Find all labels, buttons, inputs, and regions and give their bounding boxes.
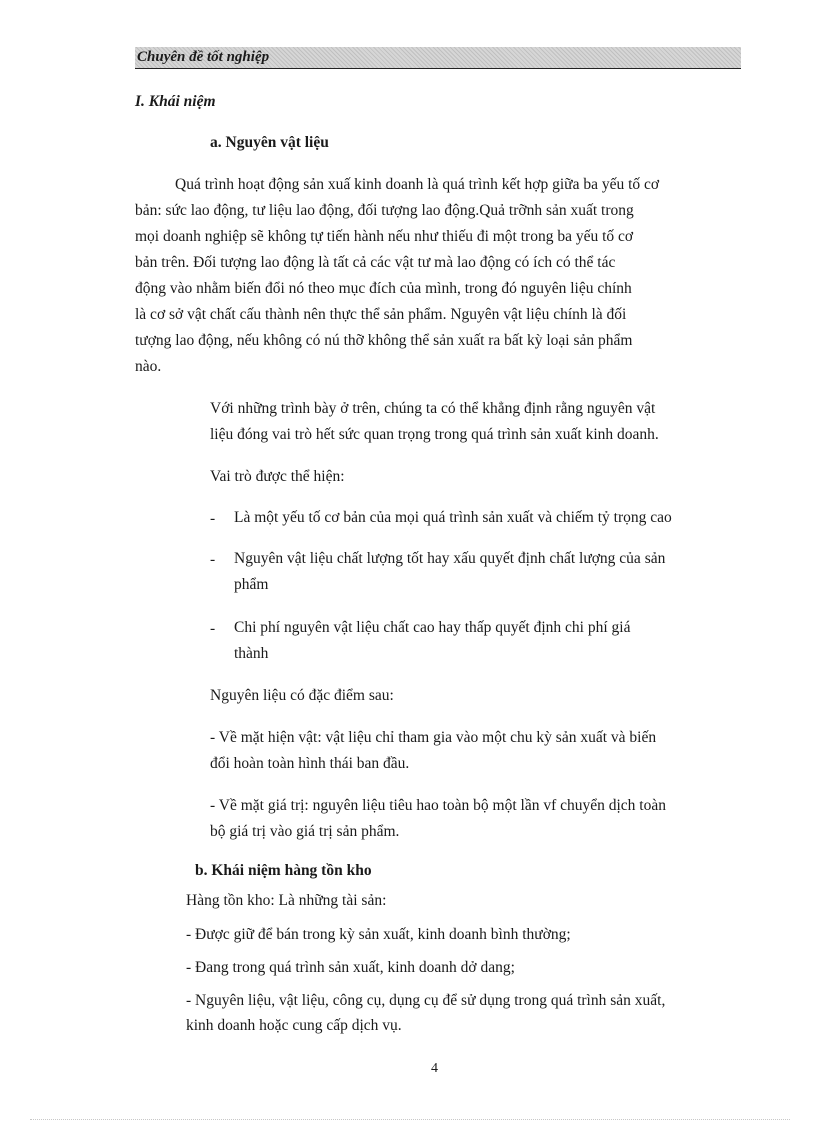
text-line: - Đang trong quá trình sản xuất, kinh doanh dở dang;: [186, 959, 515, 976]
text-line: là cơ sở vật chất cấu thành nên thực thể sản phẩm. Nguyên vật liệu chính là đối: [135, 306, 627, 323]
text-line: Với những trình bày ở trên, chúng ta có thể khẳng định rằng nguyên vật: [210, 400, 656, 417]
text-line: bản trên. Đối tượng lao động là tất cả các vật tư mà lao động có ích có thể tác: [135, 254, 616, 271]
text-line: kinh doanh hoặc cung cấp dịch vụ.: [186, 1017, 402, 1034]
list-item: Là một yếu tố cơ bản của mọi quá trình sản xuất và chiếm tỷ trọng cao: [234, 509, 672, 526]
list-item: Nguyên vật liệu chất lượng tốt hay xấu quyết định chất lượng của sản: [234, 550, 666, 567]
text-line: động vào nhằm biến đổi nó theo mục đích của mình, trong đó nguyên liệu chính: [135, 280, 632, 297]
text-line: - Về mặt hiện vật: vật liệu chỉ tham gia vào một chu kỳ sản xuất và biến: [210, 729, 657, 746]
section-heading: I. Khái niệm: [135, 93, 216, 110]
features-intro: Nguyên liệu có đặc điểm sau:: [210, 687, 394, 704]
page-number: 4: [431, 1061, 438, 1076]
text-line: đổi hoàn toàn hình thái ban đầu.: [210, 755, 410, 772]
list-item: Chi phí nguyên vật liệu chất cao hay thấp quyết định chi phí giá: [234, 619, 631, 636]
text-line: tượng lao động, nếu không có nú thỡ không thể sản xuất ra bất kỳ loại sản phẩm: [135, 332, 633, 349]
text-line: liệu đóng vai trò hết sức quan trọng trong quá trình sản xuất kinh doanh.: [210, 426, 659, 443]
text-line: Quá trình hoạt động sản xuấ kinh doanh là quá trình kết hợp giữa ba yếu tố cơ: [175, 176, 660, 193]
subsection-b-heading: b. Khái niệm hàng tồn kho: [195, 862, 372, 879]
text-line: mọi doanh nghiệp sẽ không tự tiến hành nếu như thiếu đi một trong ba yếu tố cơ: [135, 228, 634, 245]
roles-intro: Vai trò được thể hiện:: [210, 468, 345, 485]
list-dash: -: [210, 510, 216, 527]
text-line: bộ giá trị vào giá trị sản phẩm.: [210, 823, 400, 840]
text-line: - Nguyên liệu, vật liệu, công cụ, dụng cụ để sử dụng trong quá trình sản xuất,: [186, 992, 666, 1009]
page-header: [135, 47, 741, 69]
header-title: Chuyên đề tốt nghiệp: [137, 49, 270, 65]
list-item-continuation: thành: [234, 645, 269, 662]
text-line: - Về mặt giá trị: nguyên liệu tiêu hao toàn bộ một lần vf chuyển dịch toàn: [210, 797, 666, 814]
list-dash: -: [210, 551, 216, 568]
list-item-continuation: phẩm: [234, 576, 269, 593]
text-line: nào.: [135, 358, 162, 375]
subsection-a-heading: a. Nguyên vật liệu: [210, 134, 329, 151]
text-line: Hàng tồn kho: Là những tài sản:: [186, 892, 387, 909]
page-bottom-rule: [30, 1119, 790, 1120]
text-line: - Được giữ để bán trong kỳ sản xuất, kinh doanh bình thường;: [186, 926, 571, 943]
list-dash: -: [210, 620, 216, 637]
text-line: bản: sức lao động, tư liệu lao động, đối tượng lao động.Quả trỡnh sản xuất trong: [135, 202, 634, 219]
